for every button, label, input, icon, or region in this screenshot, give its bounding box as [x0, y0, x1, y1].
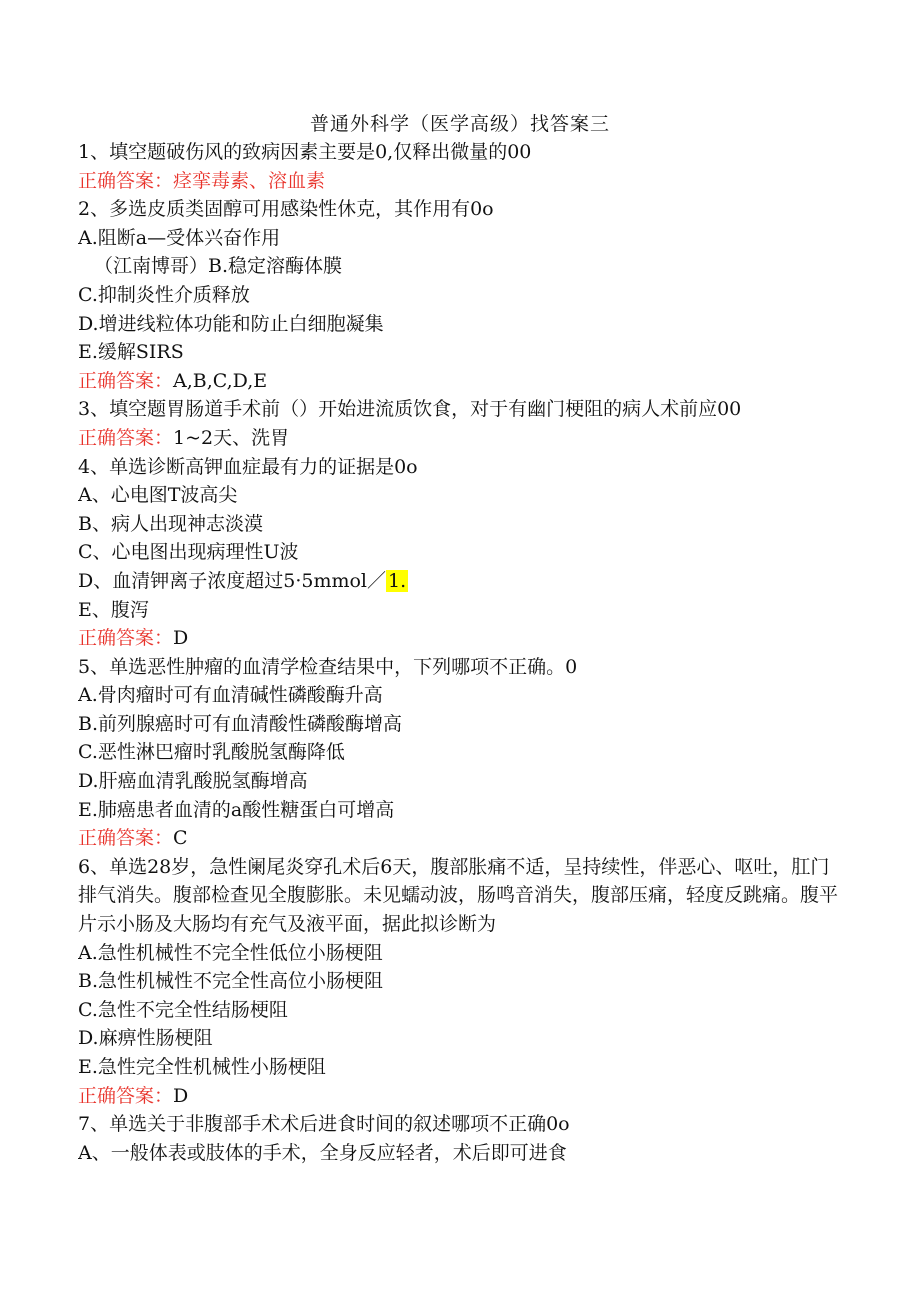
- question-4-option-a: A、心电图T波高尖: [78, 484, 238, 507]
- question-2-option-d: D.增进线粒体功能和防止白细胞凝集: [78, 312, 384, 335]
- question-6-option-b: B.急性机械性不完全性高位小肠梗阻: [78, 970, 384, 993]
- question-6-option-c: C.急性不完全性结肠梗阻: [78, 998, 288, 1021]
- question-6-stem: 6、单选28岁，急性阑尾炎穿孔术后6天，腹部胀痛不适，呈持续性，伴恶心、呕吐，肛门排气消失。腹部检查见全腹膨胀。未见蠕动波，肠鸣音消失，腹部压痛，轻度反跳痛。腹平片示小肠及大肠均有充气及液平面，据此拟诊断为: [78, 855, 839, 936]
- question-2-stem: 2、多选皮质类固醇可用感染性休克，其作用有0o: [78, 198, 494, 221]
- question-6-answer: [78, 1082, 848, 1111]
- question-2-option-a: A.阻断a—受体兴奋作用: [78, 226, 281, 249]
- question-3-answer: [78, 424, 848, 453]
- answer-label: 正确答案：: [78, 827, 174, 850]
- question-4-answer: [78, 624, 848, 653]
- question-6-option-a: A.急性机械性不完全性低位小肠梗阻: [78, 941, 383, 964]
- question-list: [78, 138, 848, 1167]
- question-5-option-c: C.恶性淋巴瘤时乳酸脱氢酶降低: [78, 741, 345, 764]
- answer-value: A,B,C,D,E: [173, 369, 268, 392]
- answer-value: D: [173, 1084, 189, 1107]
- answer-value: 痉挛毒素、溶血素: [173, 169, 326, 192]
- question-6-option-e: E.急性完全性机械性小肠梗阻: [78, 1056, 326, 1078]
- question-7-option-a: A、一般体表或肢体的手术，全身反应轻者，术后即可进食: [78, 1141, 567, 1164]
- question-4-option-e: E、腹泻: [78, 598, 149, 621]
- question-4-option-c: C、心电图出现病理性U波: [78, 541, 299, 564]
- question-4-option-b: B、病人出现神志淡漠: [78, 512, 263, 535]
- question-6-option-d: D.麻痹性肠梗阻: [78, 1027, 213, 1050]
- question-5-stem: 5、单选恶性肿瘤的血清学检查结果中，下列哪项不正确。0: [78, 655, 578, 678]
- question-5-option-b: B.前列腺癌时可有血清酸性磷酸酶增高: [78, 712, 403, 735]
- question-5-option-e: E.肺癌患者血清的a酸性糖蛋白可增高: [78, 798, 395, 821]
- question-2-answer: [78, 367, 848, 396]
- page-title: 普通外科学（医学高级）找答案三: [309, 113, 610, 135]
- answer-label: 正确答案：: [78, 426, 174, 449]
- answer-value: C: [173, 827, 188, 850]
- question-3-stem: 3、填空题胃肠道手术前（）开始进流质饮食，对于有幽门梗阻的病人术前应00: [78, 398, 742, 421]
- answer-label: 正确答案：: [78, 369, 174, 392]
- option-text: D、血清钾离子浓度超过5·5mmol／: [78, 569, 386, 592]
- highlighted-text: 1.: [388, 569, 407, 592]
- answer-label: 正确答案：: [78, 627, 174, 650]
- question-1-stem: 1、填空题破伤风的致病因素主要是0,仅释出微量的00: [78, 141, 532, 163]
- question-4-stem: 4、单选诊断高钾血症最有力的证据是0o: [78, 455, 418, 478]
- question-2-option-e: E.缓解SIRS: [78, 341, 184, 364]
- question-5-option-a: A.骨肉瘤时可有血清碱性磷酸酶升高: [78, 684, 383, 707]
- answer-value: 1~2天、洗胃: [173, 426, 290, 449]
- question-2-option-c: C.抑制炎性介质释放: [78, 283, 250, 306]
- question-2-option-b: （江南博哥）B.稳定溶酶体膜: [94, 255, 343, 278]
- question-4-option-d: [78, 567, 848, 596]
- answer-label: 正确答案：: [78, 169, 174, 192]
- question-5-answer: [78, 824, 848, 853]
- question-1-answer: [78, 167, 848, 196]
- question-7-stem: 7、单选关于非腹部手术术后进食时间的叙述哪项不正确0o: [78, 1113, 570, 1136]
- answer-label: 正确答案：: [78, 1084, 174, 1107]
- answer-value: D: [173, 627, 189, 650]
- question-5-option-d: D.肝癌血清乳酸脱氢酶增高: [78, 770, 308, 793]
